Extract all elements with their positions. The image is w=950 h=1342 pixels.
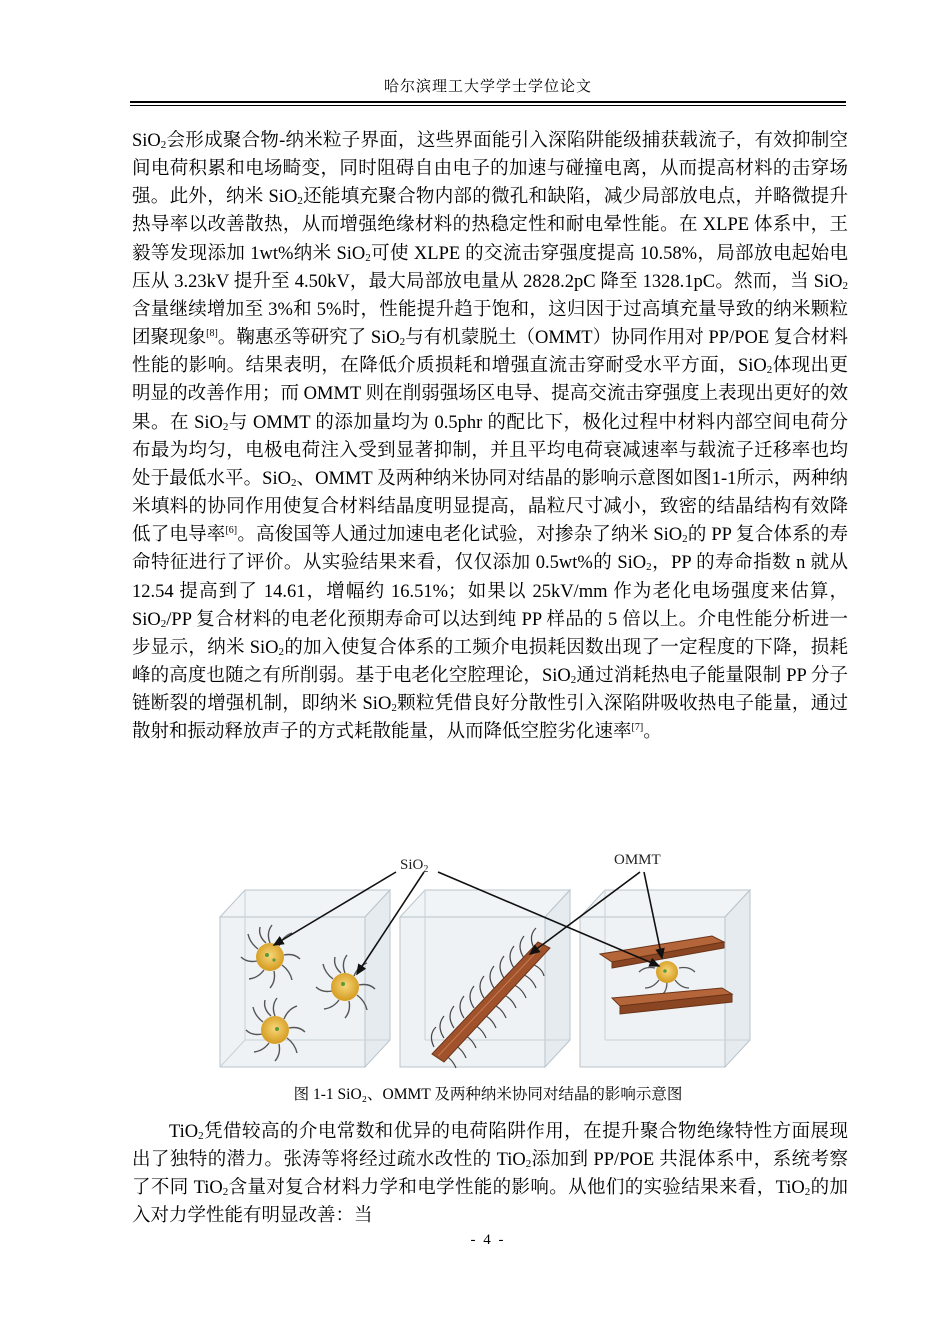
box-sio2 <box>220 890 390 1067</box>
page-number: - 4 - <box>470 1232 506 1248</box>
paragraph-sio2: SiO$_2$会形成聚合物-纳米粒子界面，这些界面能引入深陷阱能级捕获载流子，有效抑制空间电荷积累和电场畸变，同时阻碍自由电子的加速与碰撞电离，从而提高材料的击穿场强。此外，纳米 SiO$_2$还能填充聚合物内部的微孔和缺陷，减少局部放电点，并略微提升热导率以改善散热，从而增强绝缘材料的热稳定性和耐电晕性能。在 XLPE 体系中，王毅等发现添加 1wt%纳米 SiO$_2$可使 XLPE 的交流击穿强度提高 10.58%，局部放电起始电压从 3.23kV 提升至 4.50kV，最大局部放电量从 2828.2pC 降至 1328.1pC。然而，当 SiO$_2$含量继续增加至 3%和 5%时，性能提升趋于饱和，这归因于过高填充量导致的纳米颗粒团聚现象[8]。鞠惠丞等研究了 SiO$_2$与有机蒙脱土（OMMT）协同作用对 PP/POE 复合材料性能的影响。结果表明，在降低介质损耗和增强直流击穿耐受水平方面，SiO$_2$体现出更明显的改善作用；而 OMMT 则在削弱强场区电导、提高交流击穿强度上表现出更好的效果。在 SiO$_2$与 OMMT 的添加量均为 0.5phr 的配比下，极化过程中材料内部空间电荷分布最为均匀，电极电荷注入受到显著抑制，并且平均电荷衰减速率与载流子迁移率也均处于最低水平。SiO$_2$、OMMT 及两种纳米协同对结晶的影响示意图如图1-1所示，两种纳米填料的协同作用使复合材料结晶度明显提高，晶粒尺寸减小，致密的结晶结构有效降低了电导率[6]。高俊国等人通过加速电老化试验，对掺杂了纳米 SiO$_2$的 PP 复合体系的寿命特征进行了评价。从实验结果来看，仅仅添加 0.5wt%的 SiO$_2$，PP 的寿命指数 n 就从 12.54 提高到了 14.61，增幅约 16.51%；如果以 25kV/mm 作为老化电场强度来估算，SiO$_2$/PP 复合材料的电老化预期寿命可以达到纯 PP 样品的 5 倍以上。介电性能分析进一步显示，纳米 SiO$_2$的加入使复合体系的工频介电损耗因数出现了一定程度的下降，损耗峰的高度也随之有所削弱。基于电老化空腔理论，SiO$_2$通过消耗热电子能量限制 PP 分子链断裂的增强机制，即纳米 SiO$_2$颗粒凭借良好分散性引入深陷阱吸收热电子能量，通过散射和振动释放声子的方式耗散能量，从而降低空腔劣化速率[7]。 <box>132 131 848 743</box>
running-header: 哈尔滨理工大学学士学位论文 <box>383 79 592 95</box>
label-sio2: SiO$_2$ <box>400 857 429 875</box>
figure-1-1 <box>212 842 757 1077</box>
crystallization-schematic <box>212 842 757 1077</box>
label-ommt: OMMT <box>614 852 661 868</box>
citation-7[interactable]: [7] <box>631 722 644 734</box>
citation-6[interactable]: [6] <box>225 525 238 537</box>
citation-8[interactable]: [8] <box>206 328 218 340</box>
paragraph-tio2: TiO$_2$凭借较高的介电常数和优异的电荷陷阱作用，在提升聚合物绝缘特性方面展现出了独特的潜力。张涛等将经过疏水改性的 TiO$_2$添加到 PP/POE 共混体系中，系统考察了不同 TiO$_2$含量对复合材料力学和电学性能的影响。从他们的实验结果来看，TiO$_2$的加入对力学性能有明显改善：当 <box>132 1122 848 1227</box>
header-rule-thick <box>130 101 846 103</box>
header-rule-thin <box>130 105 846 106</box>
figure-caption: 图 1-1 SiO₂、OMMT 及两种纳米协同对结晶的影响示意图 <box>293 1086 683 1103</box>
